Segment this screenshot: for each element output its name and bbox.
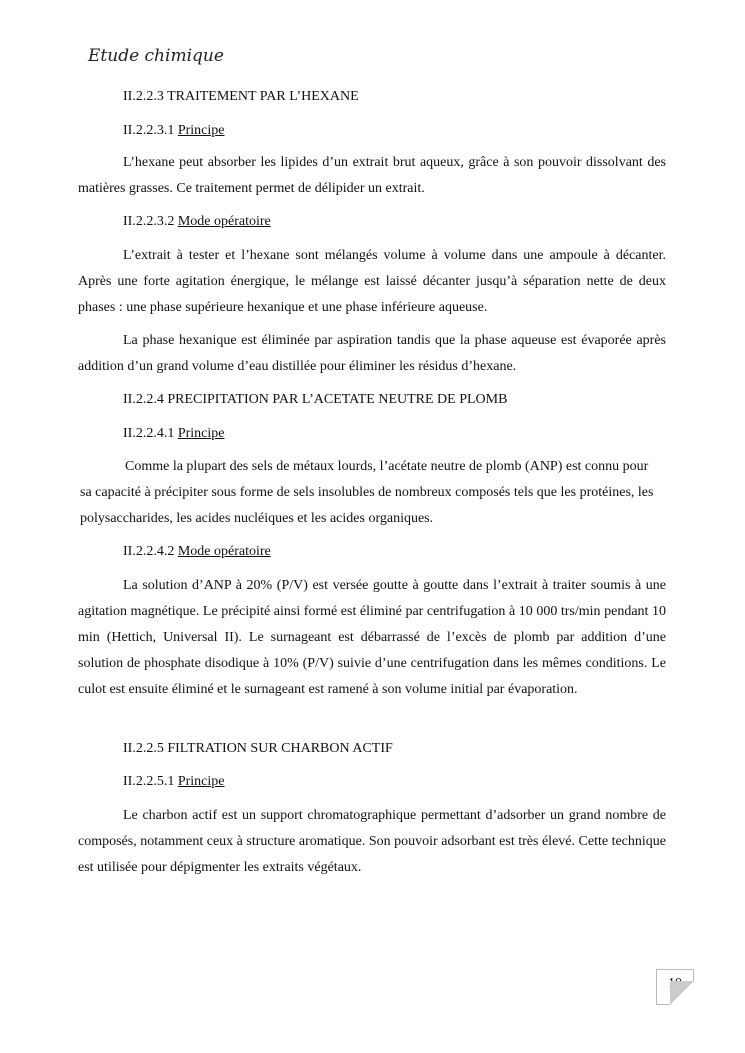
page-number-box bbox=[656, 969, 694, 1005]
subsection-heading bbox=[78, 539, 711, 565]
paragraph: La solution d’ANP à 20% (P/V) est versée goutte à goutte dans l’extrait à traiter soumis à une agitation magnétique. Le précipité ainsi formé est éliminé par centrifugation à 10 000 trs/min pendant 10 min (Hettich, Universal II). Le surnageant est débarrassé de l’excès de plomb par addition d’une solution de phosphate disodique à 10% (P/V) suivie d’une centrifugation dans les mêmes conditions. Le culot est ensuite éliminé et le surnageant est ramené à son volume initial par évaporation. bbox=[78, 578, 666, 697]
heading-number: II.2.2.3.1 bbox=[123, 123, 178, 138]
paragraph: L’hexane peut absorber les lipides d’un extrait brut aqueux, grâce à son pouvoir dissolvant des matières grasses. Ce traitement permet de délipider un extrait. bbox=[78, 155, 666, 196]
subsection-heading bbox=[78, 209, 711, 235]
heading-number: II.2.2.5.1 bbox=[123, 774, 178, 789]
paragraph: Comme la plupart des sels de métaux lourds, l’acétate neutre de plomb (ANP) est connu pour sa capacité à précipiter sous forme de sels insolubles de nombreux composés tels que les protéines, les polysaccharides, les acides nucléiques et les acides organiques. bbox=[80, 459, 654, 526]
page-curl-icon bbox=[670, 981, 694, 1005]
heading-label: Mode opératoire bbox=[177, 214, 271, 229]
heading-number: II.2.2.3.2 bbox=[123, 214, 178, 229]
subsection-heading bbox=[78, 769, 711, 795]
page-number: 10 bbox=[668, 976, 682, 991]
running-header: Etude chimique bbox=[88, 46, 224, 66]
heading-number: II.2.2.4.2 bbox=[123, 544, 178, 559]
heading-label: Principe bbox=[177, 123, 225, 138]
section-heading: II.2.2.4 PRECIPITATION PAR L’ACETATE NEUTRE DE PLOMB bbox=[123, 392, 508, 407]
heading-label: Principe bbox=[177, 774, 225, 789]
subsection-heading bbox=[78, 118, 711, 144]
section-heading: II.2.2.5 FILTRATION SUR CHARBON ACTIF bbox=[123, 741, 393, 756]
paragraph: Le charbon actif est un support chromatographique permettant d’adsorber un grand nombre de composés, notamment ceux à structure aromatique. Son pouvoir adsorbant est très élevé. Cette technique est utilisée pour dépigmenter les extraits végétaux. bbox=[78, 808, 666, 875]
heading-number: II.2.2.4.1 bbox=[123, 426, 178, 441]
heading-label: Principe bbox=[177, 426, 225, 441]
paragraph: La phase hexanique est éliminée par aspiration tandis que la phase aqueuse est évaporée après addition d’un grand volume d’eau distillée pour éliminer les résidus d’hexane. bbox=[78, 333, 666, 374]
paragraph: L’extrait à tester et l’hexane sont mélangés volume à volume dans une ampoule à décanter. Après une forte agitation énergique, le mélange est laissé décanter jusqu’à séparation nette de deux phases : une phase supérieure hexanique et une phase inférieure aqueuse. bbox=[78, 248, 666, 315]
subsection-heading bbox=[78, 421, 711, 447]
section-heading: II.2.2.3 TRAITEMENT PAR L’HEXANE bbox=[123, 89, 359, 104]
heading-label: Mode opératoire bbox=[177, 544, 271, 559]
